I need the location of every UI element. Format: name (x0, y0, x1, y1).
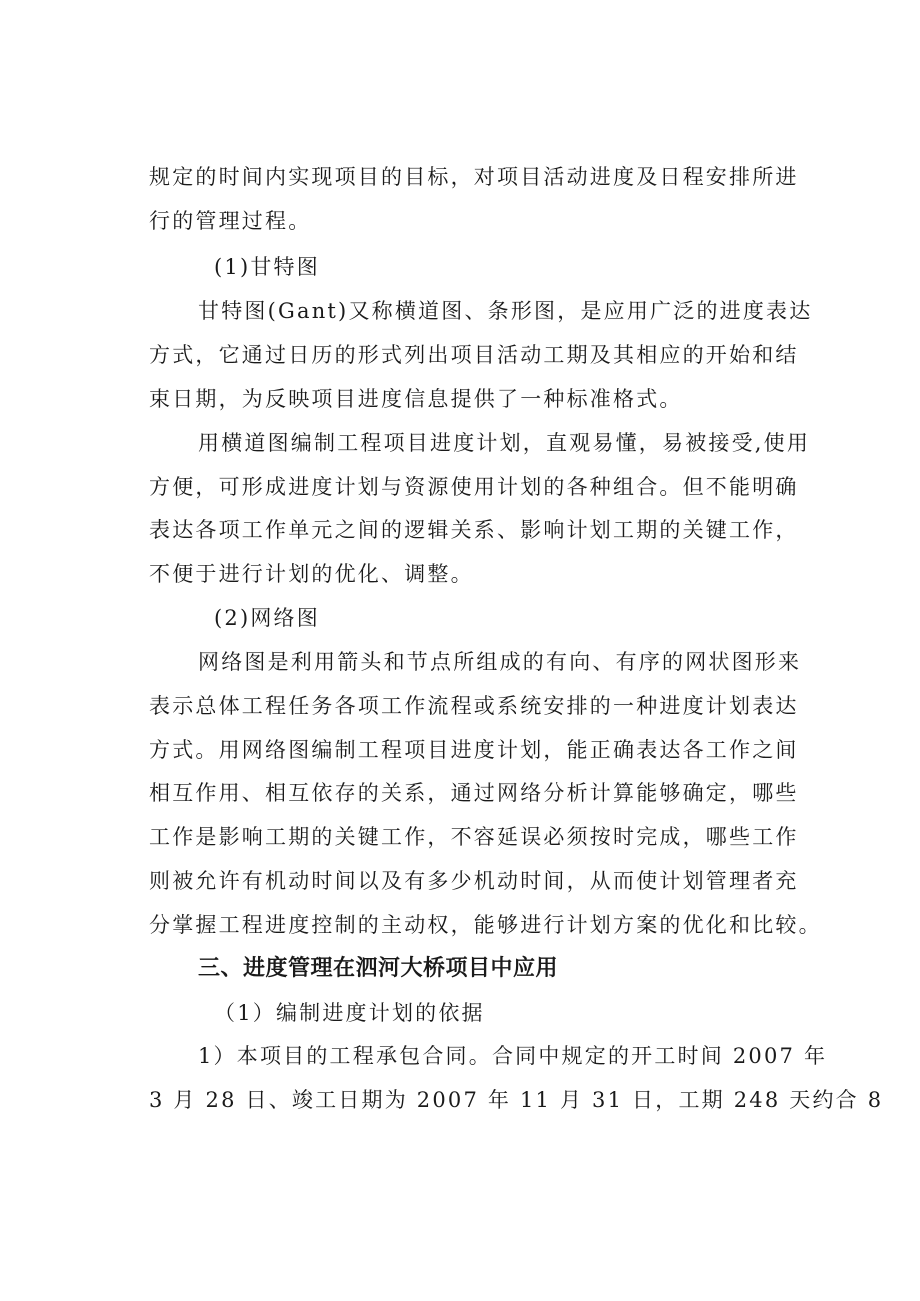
paragraph-line: 1）本项目的工程承包合同。合同中规定的开工时间 2007 年 (198, 1044, 828, 1068)
paragraph-line: 方式，它通过日历的形式列出项目活动工期及其相应的开始和结 (149, 343, 799, 367)
paragraph-line: 网络图是利用箭头和节点所组成的有向、有序的网状图形来 (198, 650, 802, 674)
paragraph-line: 方式。用网络图编制工程项目进度计划，能正确表达各工作之间 (149, 738, 799, 762)
section-title-network: (2)网络图 (214, 606, 320, 630)
paragraph-line: 相互作用、相互依存的关系，通过网络分析计算能够确定，哪些 (149, 781, 799, 805)
paragraph-line: 行的管理过程。 (149, 209, 312, 233)
paragraph-line: 工作是影响工期的关键工作，不容延误必须按时完成，哪些工作 (149, 825, 799, 849)
paragraph-line: 用横道图编制工程项目进度计划，直观易懂，易被接受,使用 (198, 431, 811, 455)
paragraph-line: 表示总体工程任务各项工作流程或系统安排的一种进度计划表达 (149, 694, 799, 718)
paragraph-line: 甘特图(Gant)又称横道图、条形图，是应用广泛的进度表达 (198, 299, 813, 323)
subsection-title: （1）编制进度计划的依据 (214, 1001, 485, 1025)
paragraph-line: 规定的时间内实现项目的目标，对项目活动进度及日程安排所进 (149, 165, 799, 189)
section-title-gantt: (1)甘特图 (214, 255, 320, 279)
paragraph-line: 不便于进行计划的优化、调整。 (149, 562, 474, 586)
paragraph-line: 则被允许有机动时间以及有多少机动时间，从而使计划管理者充 (149, 869, 799, 893)
paragraph-line: 分掌握工程进度控制的主动权，能够进行计划方案的优化和比较。 (149, 913, 822, 937)
paragraph-line: 3 月 28 日、竣工日期为 2007 年 11 月 31 日，工期 248 天约合 8 (149, 1088, 884, 1112)
chapter-heading: 三、进度管理在泗河大桥项目中应用 (198, 956, 559, 981)
paragraph-line: 表达各项工作单元之间的逻辑关系、影响计划工期的关键工作， (149, 518, 799, 542)
paragraph-line: 束日期，为反映项目进度信息提供了一种标准格式。 (149, 387, 683, 411)
paragraph-line: 方便，可形成进度计划与资源使用计划的各种组合。但不能明确 (149, 475, 799, 499)
